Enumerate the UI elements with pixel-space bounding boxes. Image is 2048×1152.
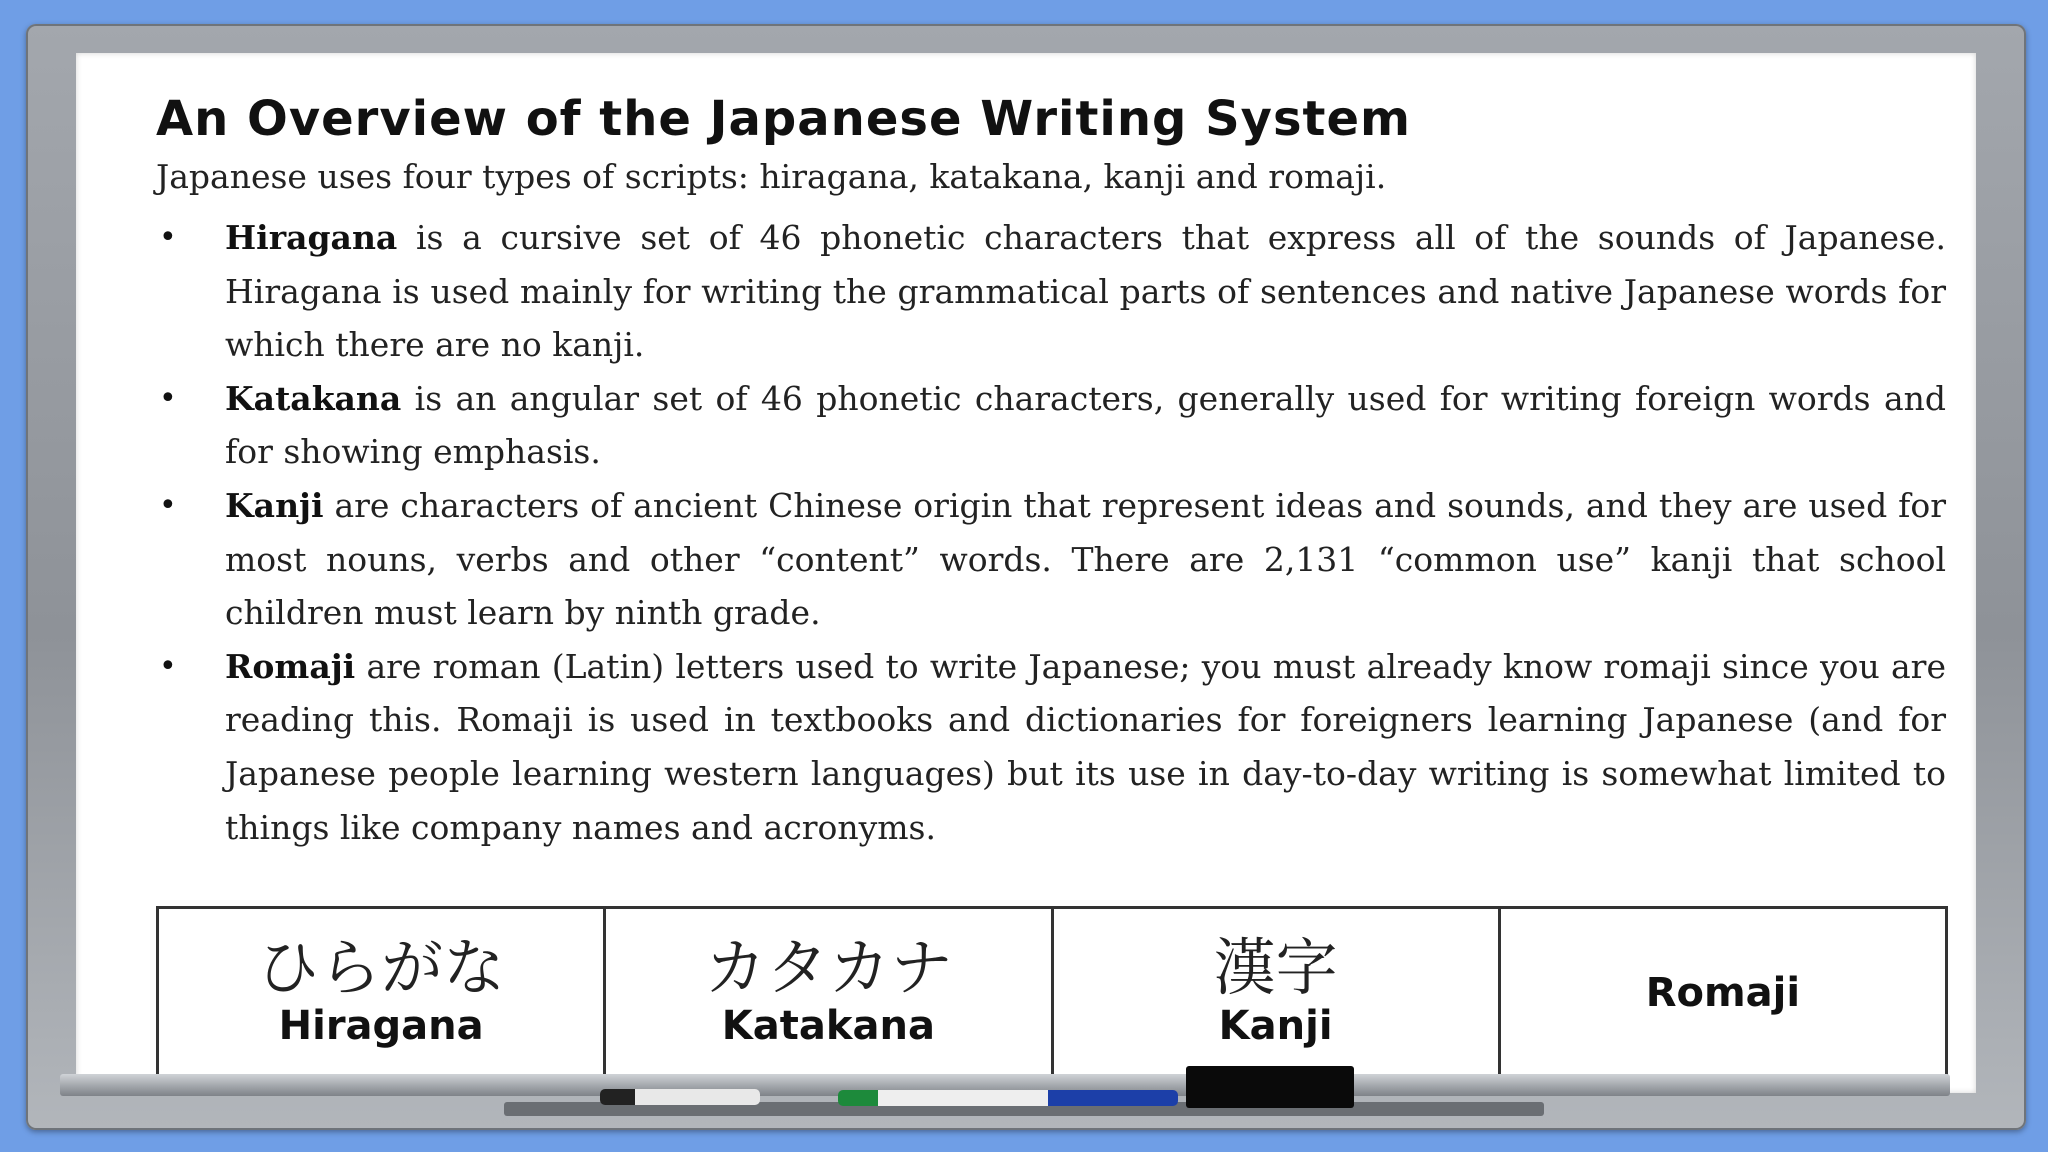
bullet-term: Kanji [225,485,324,525]
green-marker-icon [838,1090,1028,1106]
bullet-text: are roman (Latin) letters used to write Japanese; you must already know romaji since you are reading this. Romaji is used in textbooks and dictionaries for foreigners learning Japanese (and for Japanese people learning western languages) but its use in day-to-day writing is somewhat limited to things like company names and acronyms. [225,646,1946,847]
script-label: Katakana [721,1002,935,1049]
bullet-hiragana [156,211,1946,372]
bullet-text: is an angular set of 46 phonetic characters, generally used for writing foreign words and for showing emphasis. [225,378,1946,472]
bullet-kanji [156,479,1946,640]
bullet-term: Romaji [225,646,356,686]
document-title: An Overview of the Japanese Writing System [156,91,1412,147]
bullet-term: Katakana [225,378,402,418]
bullet-text: is a cursive set of 46 phonetic characters that express all of the sounds of Japanese. Hiragana is used mainly for writing the grammatical parts of sentences and native Japanese words for which there are no kanji. [225,218,1946,365]
bullet-icon: • [159,380,177,416]
bullet-term: Hiragana [225,218,398,257]
script-label: Romaji [1645,969,1801,1016]
bullet-romaji [156,640,1946,854]
script-table [156,906,1948,1077]
script-cell-hiragana [159,909,606,1074]
eraser-icon [1186,1066,1354,1108]
script-bullet-list [156,211,1946,854]
script-sample: ひらがな [257,930,506,1004]
script-cell-romaji [1501,909,1945,1074]
whiteboard-frame [26,24,2026,1130]
script-label: Hiragana [278,1002,484,1049]
whiteboard-surface [76,53,1976,1093]
script-sample: カタカナ [704,930,953,1004]
script-label: Kanji [1218,1002,1333,1049]
bullet-icon: • [159,220,177,255]
script-cell-kanji [1054,909,1501,1074]
bullet-icon: • [159,648,177,684]
bullet-text: are characters of ancient Chinese origin that represent ideas and sounds, and they are used for most nouns, verbs and other “content” words. There are 2,131 “common use” kanji that school children must learn by ninth grade. [225,485,1946,633]
script-cell-katakana [606,909,1053,1074]
bullet-katakana [156,372,1946,479]
blue-marker-icon [1008,1090,1178,1106]
script-sample: 漢字 [1213,930,1338,1004]
intro-text: Japanese uses four types of scripts: hiragana, katakana, kanji and romaji. [156,157,1387,196]
black-marker-icon [600,1089,760,1105]
bullet-icon: • [159,487,177,523]
